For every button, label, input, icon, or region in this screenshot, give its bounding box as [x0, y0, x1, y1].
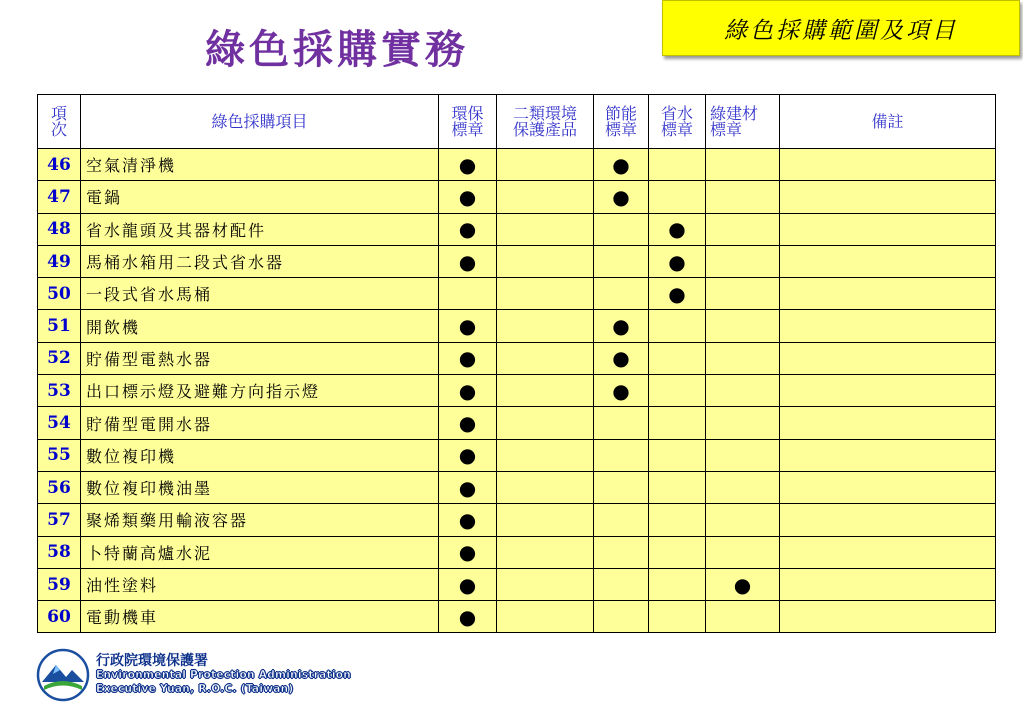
row-number: 56	[38, 471, 81, 503]
row-remarks	[780, 310, 996, 342]
table-row	[38, 536, 996, 568]
mark-cell-energy	[594, 407, 649, 439]
filled-dot-icon: ●	[458, 443, 477, 468]
table-row	[38, 149, 996, 181]
mark-cell-eco	[439, 407, 497, 439]
row-remarks	[780, 278, 996, 310]
mark-cell-energy	[594, 471, 649, 503]
section-label-box	[662, 0, 1020, 56]
mark-cell-building	[706, 439, 780, 471]
row-number: 49	[38, 245, 81, 277]
agency-name-en-2: Executive Yuan, R.O.C. (Taiwan)	[96, 683, 294, 695]
mark-cell-type2	[497, 149, 594, 181]
row-remarks	[780, 149, 996, 181]
row-item-name: 貯備型電開水器	[81, 407, 439, 439]
filled-dot-icon: ●	[458, 217, 477, 242]
table-row	[38, 245, 996, 277]
table-row	[38, 471, 996, 503]
row-item-name: 電動機車	[81, 601, 439, 633]
filled-dot-icon: ●	[458, 604, 477, 629]
row-number: 48	[38, 213, 81, 245]
filled-dot-icon: ●	[612, 314, 630, 339]
mark-cell-water	[649, 342, 706, 374]
row-number: 51	[38, 310, 81, 342]
row-remarks	[780, 213, 996, 245]
mark-cell-type2	[497, 310, 594, 342]
mark-cell-type2	[497, 342, 594, 374]
filled-dot-icon: ●	[458, 540, 477, 565]
filled-dot-icon: ●	[458, 152, 477, 177]
table-row	[38, 310, 996, 342]
mark-cell-eco	[439, 213, 497, 245]
filled-dot-icon: ●	[458, 378, 477, 403]
epa-logo-icon	[36, 648, 90, 702]
table-row	[38, 181, 996, 213]
mark-cell-water	[649, 568, 706, 600]
mark-cell-building	[706, 213, 780, 245]
header-green-building-label: 綠建材 標章	[706, 95, 780, 149]
mark-cell-building	[706, 245, 780, 277]
filled-dot-icon: ●	[668, 249, 686, 274]
agency-name-en-1: Environmental Protection Administration	[96, 669, 352, 681]
mark-cell-energy	[594, 245, 649, 277]
mark-cell-type2	[497, 568, 594, 600]
row-item-name: 貯備型電熱水器	[81, 342, 439, 374]
mark-cell-building	[706, 568, 780, 600]
row-remarks	[780, 601, 996, 633]
row-remarks	[780, 568, 996, 600]
row-remarks	[780, 504, 996, 536]
filled-dot-icon: ●	[458, 249, 477, 274]
row-item-name: 油性塗料	[81, 568, 439, 600]
mark-cell-water	[649, 407, 706, 439]
mark-cell-building	[706, 278, 780, 310]
mark-cell-building	[706, 601, 780, 633]
mark-cell-eco	[439, 181, 497, 213]
row-item-name: 數位複印機	[81, 439, 439, 471]
table-row	[38, 342, 996, 374]
mark-cell-eco	[439, 375, 497, 407]
table-row	[38, 375, 996, 407]
table-header-row	[38, 95, 996, 149]
page-title: 綠色採購實務	[205, 26, 469, 73]
mark-cell-type2	[497, 213, 594, 245]
mark-cell-type2	[497, 375, 594, 407]
row-number: 53	[38, 375, 81, 407]
row-item-name: 一段式省水馬桶	[81, 278, 439, 310]
mark-cell-type2	[497, 471, 594, 503]
mark-cell-energy	[594, 181, 649, 213]
mark-cell-type2	[497, 181, 594, 213]
row-item-name: 出口標示燈及避難方向指示燈	[81, 375, 439, 407]
mark-cell-type2	[497, 278, 594, 310]
row-number: 59	[38, 568, 81, 600]
mark-cell-building	[706, 471, 780, 503]
mark-cell-eco	[439, 568, 497, 600]
row-remarks	[780, 407, 996, 439]
row-remarks	[780, 245, 996, 277]
row-number: 57	[38, 504, 81, 536]
row-remarks	[780, 536, 996, 568]
row-item-name: 省水龍頭及其器材配件	[81, 213, 439, 245]
filled-dot-icon: ●	[458, 314, 477, 339]
row-item-name: 數位複印機油墨	[81, 471, 439, 503]
row-number: 60	[38, 601, 81, 633]
header-energy-label: 節能 標章	[594, 95, 649, 149]
table-row	[38, 568, 996, 600]
table-row	[38, 504, 996, 536]
filled-dot-icon: ●	[668, 281, 686, 306]
row-number: 47	[38, 181, 81, 213]
filled-dot-icon: ●	[458, 184, 477, 209]
mark-cell-eco	[439, 342, 497, 374]
row-item-name: 馬桶水箱用二段式省水器	[81, 245, 439, 277]
header-type2-label: 二類環境 保護產品	[497, 95, 594, 149]
filled-dot-icon: ●	[458, 346, 477, 371]
mark-cell-energy	[594, 213, 649, 245]
mark-cell-eco	[439, 149, 497, 181]
mark-cell-type2	[497, 601, 594, 633]
row-item-name: 空氣清淨機	[81, 149, 439, 181]
mark-cell-water	[649, 536, 706, 568]
table-row	[38, 407, 996, 439]
mark-cell-eco	[439, 245, 497, 277]
row-remarks	[780, 375, 996, 407]
mark-cell-water	[649, 213, 706, 245]
mark-cell-energy	[594, 504, 649, 536]
mark-cell-building	[706, 181, 780, 213]
row-number: 46	[38, 149, 81, 181]
filled-dot-icon: ●	[668, 217, 686, 242]
table-row	[38, 439, 996, 471]
mark-cell-water	[649, 471, 706, 503]
mark-cell-energy	[594, 601, 649, 633]
header-water-label: 省水 標章	[649, 95, 706, 149]
row-remarks	[780, 471, 996, 503]
mark-cell-energy	[594, 149, 649, 181]
header-eco-label: 環保 標章	[439, 95, 497, 149]
table-row	[38, 278, 996, 310]
mark-cell-building	[706, 149, 780, 181]
row-item-name: 卜特蘭高爐水泥	[81, 536, 439, 568]
mark-cell-type2	[497, 536, 594, 568]
mark-cell-energy	[594, 342, 649, 374]
mark-cell-water	[649, 149, 706, 181]
mark-cell-energy	[594, 536, 649, 568]
mark-cell-eco	[439, 278, 497, 310]
mark-cell-type2	[497, 439, 594, 471]
mark-cell-water	[649, 504, 706, 536]
agency-footer	[36, 648, 351, 702]
mark-cell-water	[649, 278, 706, 310]
mark-cell-energy	[594, 439, 649, 471]
mark-cell-building	[706, 310, 780, 342]
mark-cell-water	[649, 601, 706, 633]
mark-cell-water	[649, 245, 706, 277]
header-remarks: 備註	[780, 95, 996, 149]
row-remarks	[780, 439, 996, 471]
row-item-name: 開飲機	[81, 310, 439, 342]
section-label: 綠色採購範圍及項目	[724, 17, 958, 44]
green-procurement-table	[37, 94, 996, 633]
row-number: 58	[38, 536, 81, 568]
mark-cell-type2	[497, 504, 594, 536]
mark-cell-energy	[594, 278, 649, 310]
row-item-name: 電鍋	[81, 181, 439, 213]
filled-dot-icon: ●	[612, 152, 630, 177]
filled-dot-icon: ●	[612, 184, 630, 209]
mark-cell-eco	[439, 601, 497, 633]
filled-dot-icon: ●	[733, 572, 752, 597]
mark-cell-building	[706, 342, 780, 374]
header-item: 綠色採購項目	[81, 95, 439, 149]
mark-cell-water	[649, 375, 706, 407]
row-number: 55	[38, 439, 81, 471]
mark-cell-building	[706, 504, 780, 536]
mark-cell-building	[706, 375, 780, 407]
mark-cell-water	[649, 439, 706, 471]
mark-cell-water	[649, 310, 706, 342]
row-item-name: 聚烯類藥用輸液容器	[81, 504, 439, 536]
mark-cell-eco	[439, 471, 497, 503]
filled-dot-icon: ●	[612, 378, 630, 403]
table-row	[38, 601, 996, 633]
mark-cell-water	[649, 181, 706, 213]
mark-cell-building	[706, 536, 780, 568]
row-remarks	[780, 342, 996, 374]
mark-cell-building	[706, 407, 780, 439]
filled-dot-icon: ●	[612, 346, 630, 371]
mark-cell-type2	[497, 407, 594, 439]
row-number: 54	[38, 407, 81, 439]
mark-cell-energy	[594, 375, 649, 407]
agency-name	[96, 654, 351, 696]
mark-cell-type2	[497, 245, 594, 277]
mark-cell-eco	[439, 536, 497, 568]
mark-cell-eco	[439, 439, 497, 471]
mark-cell-energy	[594, 310, 649, 342]
row-number: 52	[38, 342, 81, 374]
filled-dot-icon: ●	[458, 507, 477, 532]
filled-dot-icon: ●	[458, 475, 477, 500]
mark-cell-energy	[594, 568, 649, 600]
row-remarks	[780, 181, 996, 213]
filled-dot-icon: ●	[458, 411, 477, 436]
agency-name-zh: 行政院環境保護署	[96, 653, 208, 669]
row-number: 50	[38, 278, 81, 310]
filled-dot-icon: ●	[458, 572, 477, 597]
table-row	[38, 213, 996, 245]
mark-cell-eco	[439, 310, 497, 342]
header-number: 項 次	[38, 95, 81, 149]
mark-cell-eco	[439, 504, 497, 536]
